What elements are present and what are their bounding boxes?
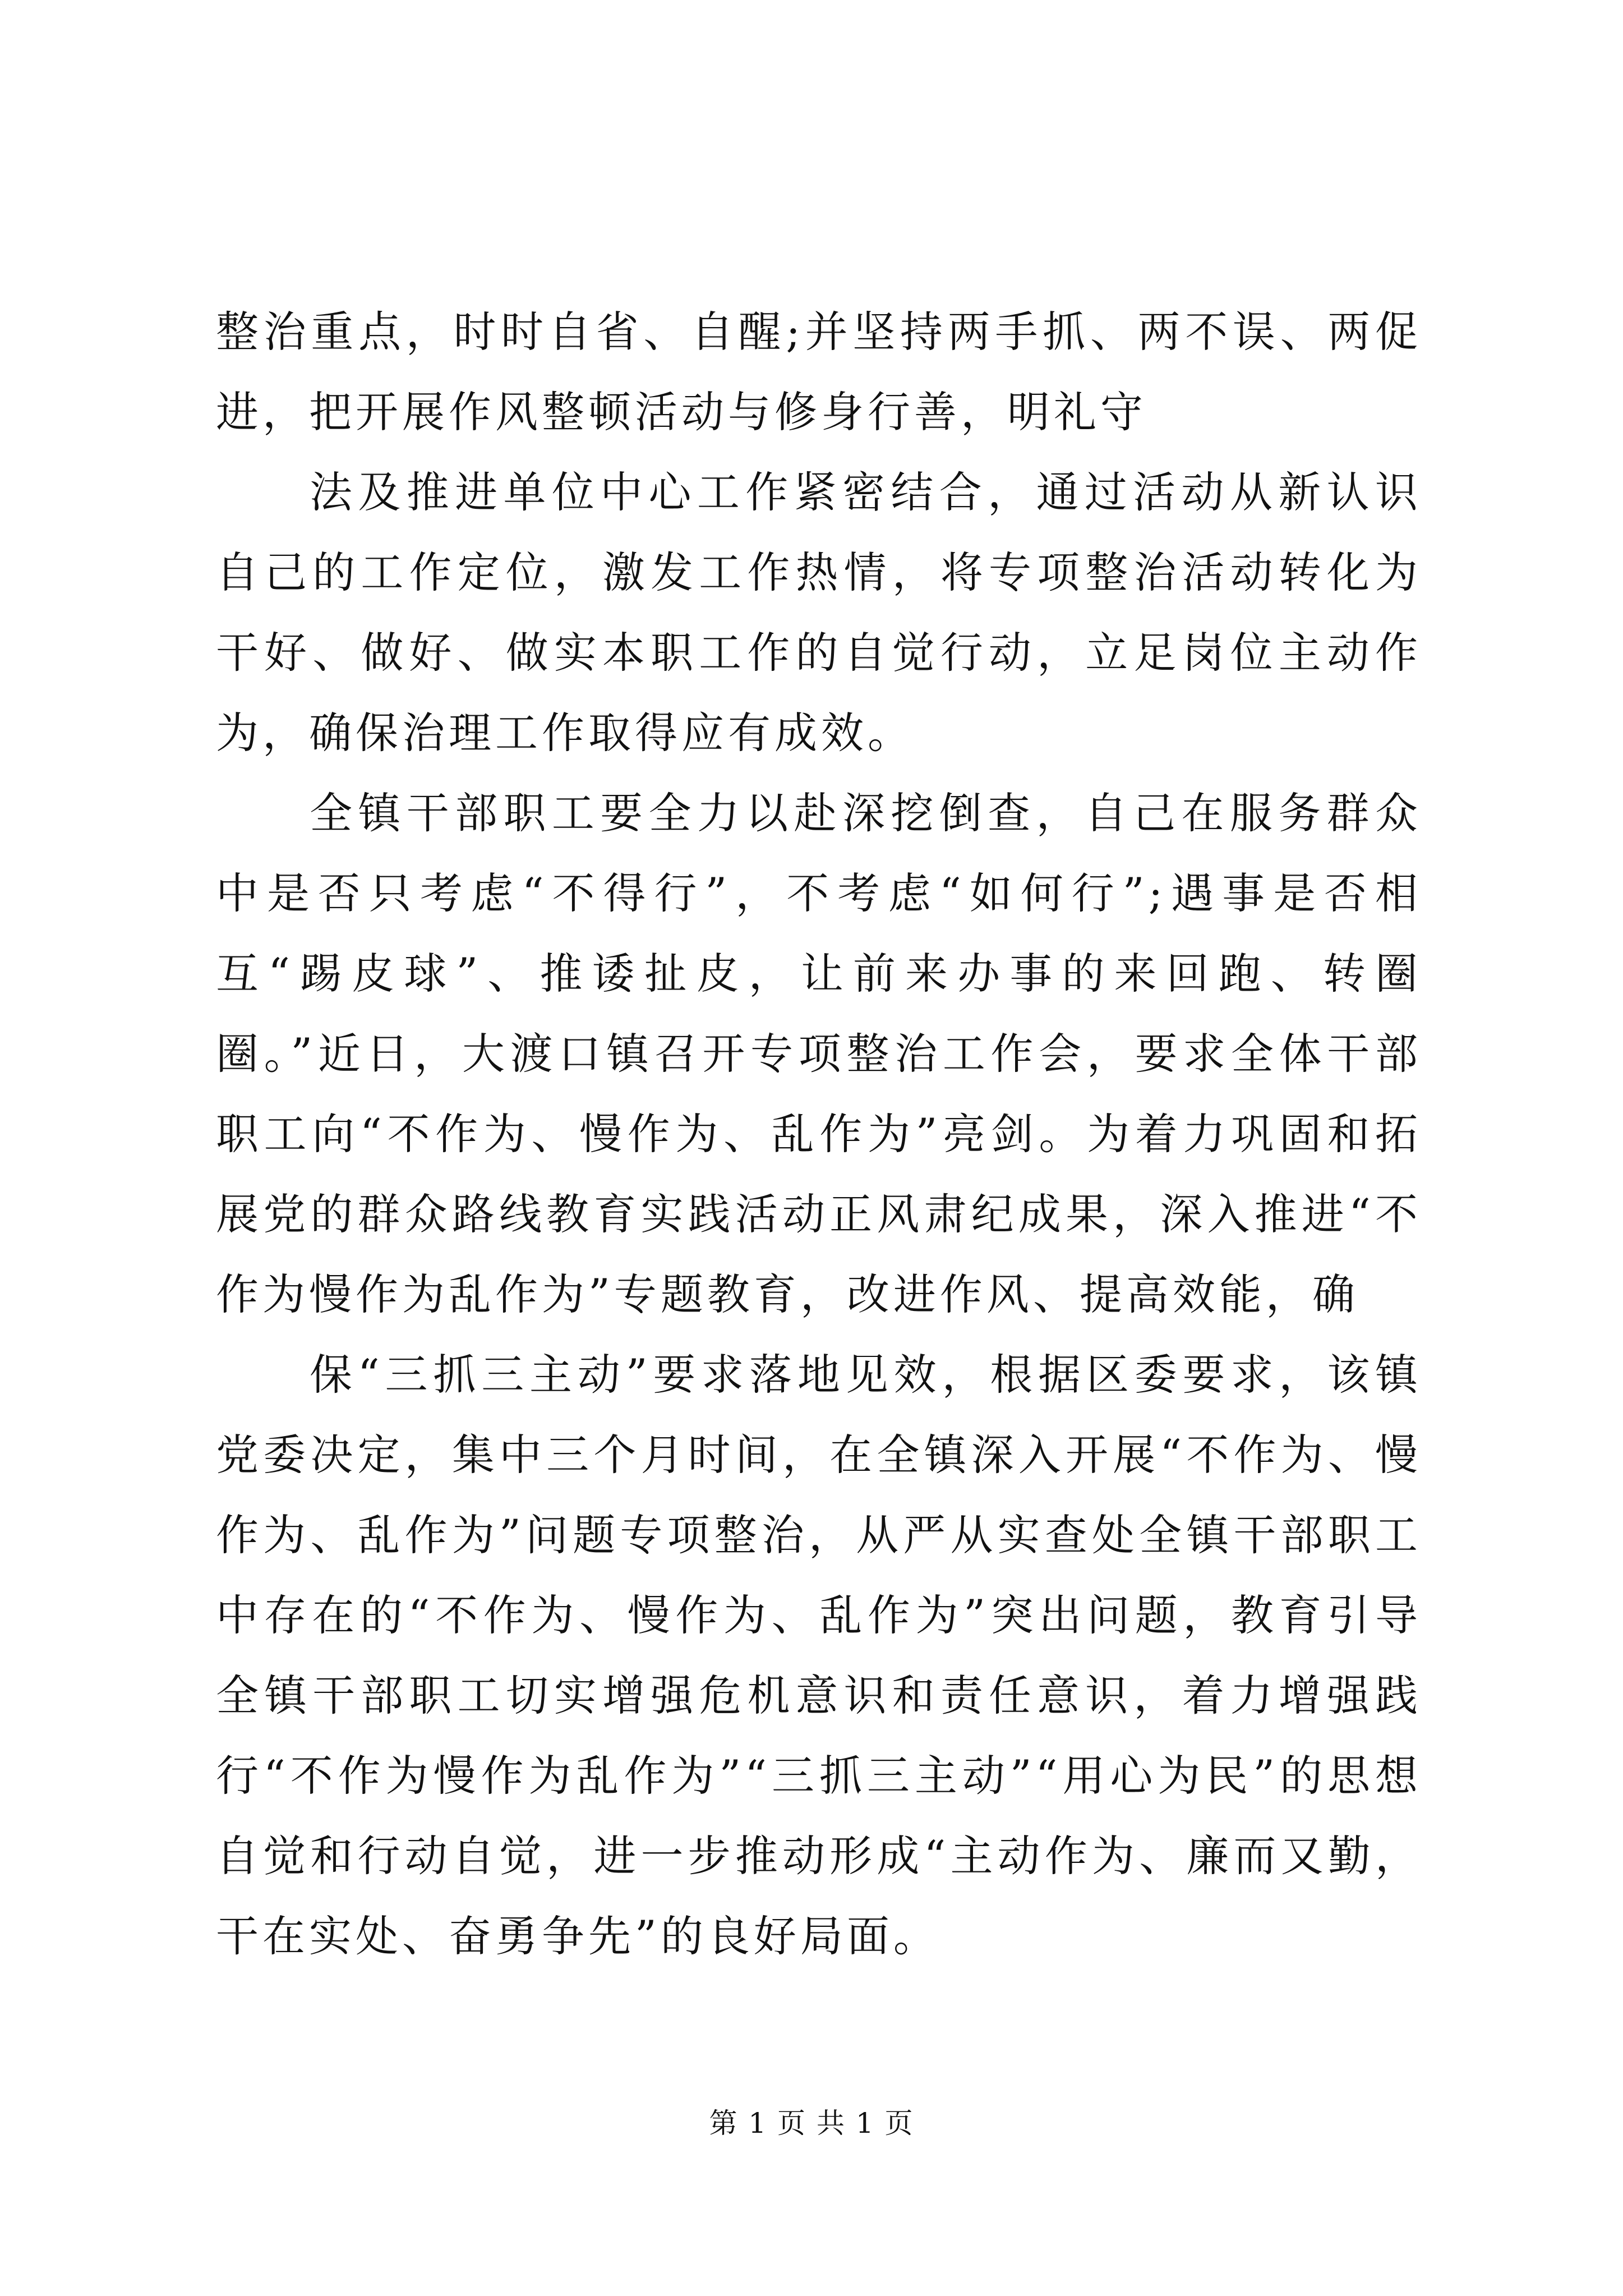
document-body	[216, 292, 1422, 1976]
paragraph-3: 全镇干部职工要全力以赴深挖倒查，自己在服务群众中是否只考虑“不得行”，不考虑“如何行”;遇事是否相互“踢皮球”、推诿扯皮，让前来办事的来回跑、转圈圈。”近日，大渡口镇召开专项整治工作会，要求全体干部职工向“不作为、慢作为、乱作为”亮剑。为着力巩固和拓展党的群众路线教育实践活动正风肃纪成果，深入推进“不作为慢作为乱作为”专题教育，改进作风、提高效能，确	[216, 788, 1422, 1319]
paragraph-4: 保“三抓三主动”要求落地见效，根据区委要求，该镇党委决定，集中三个月时间，在全镇深入开展“不作为、慢作为、乱作为”问题专项整治，从严从实查处全镇干部职工中存在的“不作为、慢作为、乱作为”突出问题，教育引导全镇干部职工切实增强危机意识和责任意识，着力增强践行“不作为慢作为乱作为”“三抓三主动”“用心为民”的思想自觉和行动自觉，进一步推动形成“主动作为、廉而又勤，干在实处、奋勇争先”的良好局面。	[216, 1350, 1422, 1961]
paragraph-2: 法及推进单位中心工作紧密结合，通过活动从新认识自己的工作定位，激发工作热情，将专项整治活动转化为干好、做好、做实本职工作的自觉行动，立足岗位主动作为，确保治理工作取得应有成效。	[216, 467, 1422, 758]
paragraph-1: 整治重点，时时自省、自醒;并坚持两手抓、两不误、两促进，把开展作风整顿活动与修身行善，明礼守	[216, 307, 1422, 437]
page-number-footer: 第 1 页 共 1 页	[709, 2107, 914, 2139]
